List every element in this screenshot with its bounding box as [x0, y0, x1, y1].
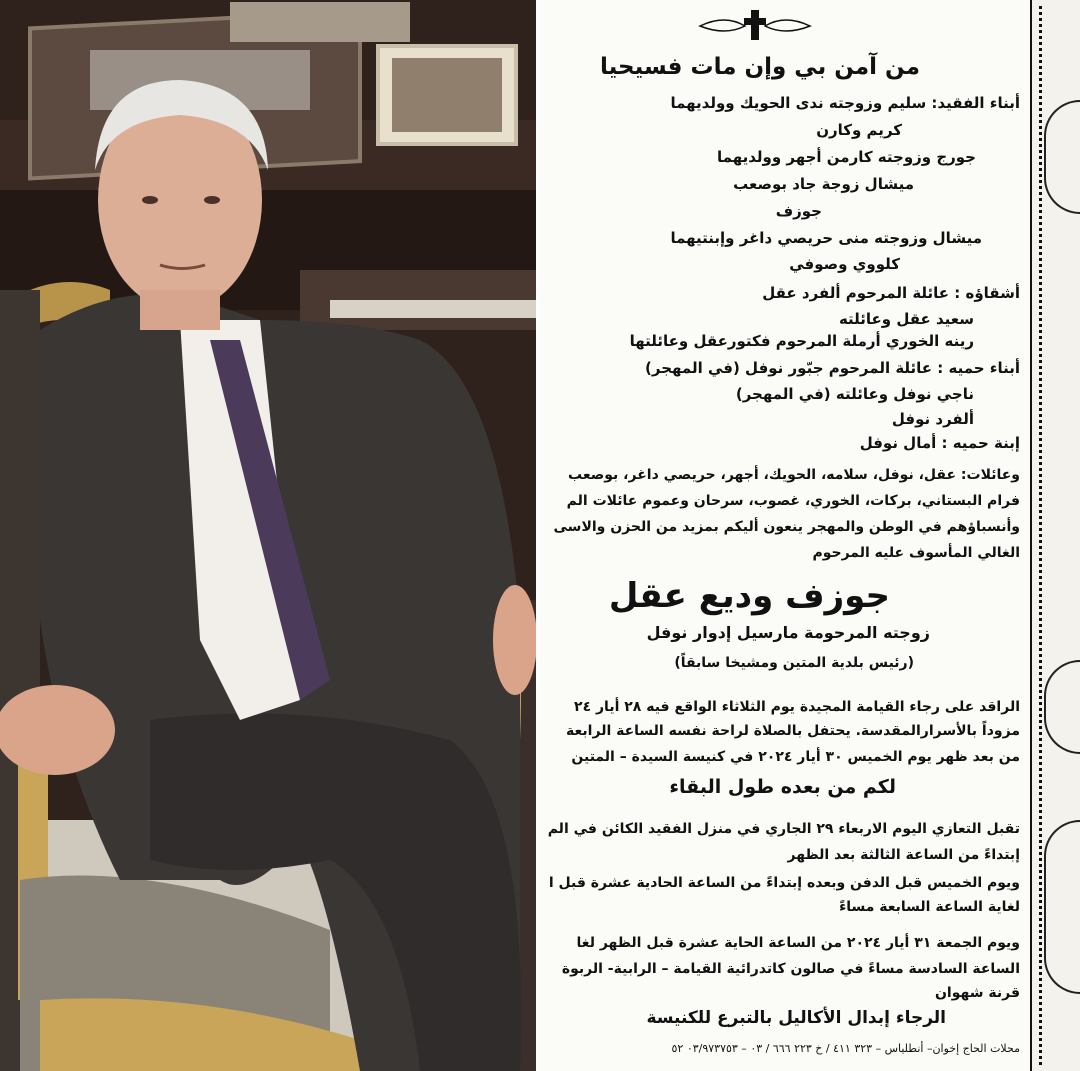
condolences-line: لغاية الساعة السابعة مساءً — [839, 899, 1020, 915]
children-line: ميشال زوجة جاد بوصعب — [733, 175, 914, 193]
title-line: (رئيس بلدية المتين ومشيخا سابقاً) — [674, 655, 914, 671]
border-ornament — [1044, 100, 1080, 214]
portrait-photo — [0, 0, 536, 1071]
condolences-line: تقبل التعازي اليوم الاربعاء ٢٩ الجاري في منزل الفقيد الكائن في الم — [547, 821, 1020, 837]
verse-heading: من آمن بي وإن مات فسيحيا — [600, 54, 920, 80]
in-laws-line: أبناء حميه : عائلة المرحوم جبّور نوفل (في المهجر) — [645, 359, 1020, 377]
footer-line: محلات الحاج إخوان– أنطلياس – ٣٢٣ ٤١١ / خ ٢٢٣ ٦٦٦ / ٠٣ – ٠٣/٩٧٣٧٥٣ ٥٢ — [671, 1042, 1020, 1055]
children-line: كلووي وصوفي — [789, 255, 900, 273]
funeral-line: الراقد على رجاء القيامة المجيدة يوم الثلاثاء الواقع فيه ٢٨ أيار ٢٤ — [574, 699, 1020, 715]
in-laws-line: إبنة حميه : أمال نوفل — [859, 434, 1020, 452]
in-laws-line: ناجي نوفل وعائلته (في المهجر) — [735, 385, 974, 403]
deceased-name: جوزف وديع عقل — [608, 576, 890, 616]
children-line: جوزف — [775, 202, 822, 220]
condolences-line: الساعة السادسة مساءً في صالون كاتدرائية القيامة – الرابية- الربوة — [561, 961, 1020, 977]
in-laws-line: ألفرد نوفل — [891, 410, 974, 428]
border-ornament — [1044, 820, 1080, 994]
children-line: أبناء الفقيد: سليم وزوجته ندى الحويك وولديهما — [670, 94, 1020, 112]
obituary-notice — [540, 0, 1080, 1071]
children-line: جورج وزوجته كارمن أجهر وولديهما — [717, 148, 976, 166]
siblings-line: سعيد عقل وعائلته — [838, 310, 974, 328]
funeral-line: مزوداً بالأسرارالمقدسة. يحتفل بالصلاة لراحة نفسه الساعة الرابعة — [566, 723, 1020, 739]
condolences-line: ويوم الخميس قبل الدفن وبعده إبتداءً من الساعة الحادية عشرة قبل ا — [548, 875, 1020, 891]
children-line: ميشال وزوجته منى حريصي داغر وإبنتيهما — [670, 229, 982, 247]
siblings-line: رينه الخوري أرملة المرحوم فكتورعقل وعائلتها — [629, 332, 974, 350]
condolences-line: إبتداءً من الساعة الثالثة بعد الظهر — [787, 847, 1020, 863]
wreaths-line: الرجاء إبدال الأكاليل بالتبرع للكنيسة — [646, 1008, 946, 1028]
cross-ornament-icon — [690, 6, 820, 44]
wife-line: زوجته المرحومة مارسيل إدوار نوفل — [646, 623, 930, 642]
families-line: فرام البستاني، بركات، الخوري، غصوب، سرحان وعموم عائلات الم — [566, 493, 1020, 509]
funeral-line: من بعد ظهر يوم الخميس ٣٠ أيار ٢٠٢٤ في كنيسة السيدة – المتين — [571, 749, 1020, 765]
decorative-border — [1030, 0, 1080, 1071]
siblings-line: أشقاؤه : عائلة المرحوم ألفرد عقل — [762, 284, 1020, 302]
families-line: الغالي المأسوف عليه المرحوم — [812, 545, 1020, 561]
families-line: وأنسباؤهم في الوطن والمهجر ينعون أليكم بمزيد من الحزن والاسى — [553, 519, 1020, 535]
condolences-line: قرنة شهوان — [934, 985, 1020, 1001]
condolences-line: ويوم الجمعة ٣١ أيار ٢٠٢٤ من الساعة الحاية عشرة قبل الظهر لغا — [576, 935, 1020, 951]
families-line: وعائلات: عقل، نوفل، سلامه، الحويك، أجهر، حريصي داغر، بوصعب — [568, 467, 1020, 483]
long-life-line: لكم من بعده طول البقاء — [669, 776, 896, 798]
portrait-illustration — [0, 0, 536, 1071]
children-line: كريم وكارن — [816, 121, 902, 139]
